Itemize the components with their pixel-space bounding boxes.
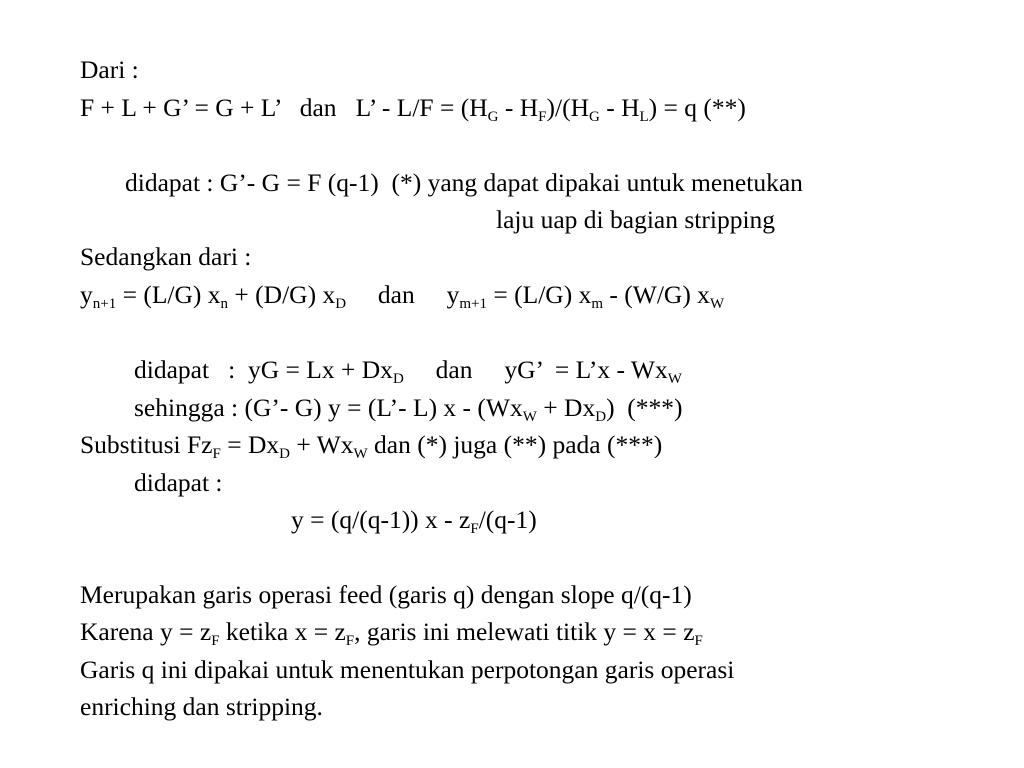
text: F + L + G’ = G + L’ dan L’ - L/F = (H [80, 93, 488, 122]
text: Substitusi Fz [80, 430, 213, 459]
text: = (L/G) x [116, 280, 221, 309]
text: ) (***) [606, 393, 683, 422]
text: /(q-1) [478, 505, 537, 534]
text: = (L/G) x [487, 280, 592, 309]
text: = Dx [220, 430, 280, 459]
subscript: F [538, 109, 547, 125]
subscript: F [694, 633, 703, 649]
subscript: n+1 [92, 296, 117, 312]
text: ) = q (**) [648, 93, 746, 122]
sehingga-equation [134, 393, 683, 423]
text: y [80, 280, 93, 309]
karena-line [80, 617, 703, 647]
text: y = (q/(q-1)) x - z [291, 505, 471, 534]
text: + Dx [536, 393, 596, 422]
didapat-label: didapat : [134, 468, 223, 497]
text: - H [498, 93, 539, 122]
subscript: D [279, 446, 290, 462]
subscript: G [487, 109, 499, 125]
subscript: D [335, 296, 347, 312]
text: sehingga : (G’- G) y = (L’- L) x - (Wx [134, 393, 523, 422]
subscript: m+1 [459, 296, 488, 312]
operating-line-equations [80, 280, 724, 310]
subscript: F [470, 521, 479, 537]
text: dan (*) juga (**) pada (***) [367, 430, 663, 459]
subscript: D [595, 409, 607, 425]
subscript: W [709, 296, 725, 312]
text: dan yG’ = L’x - Wx [403, 355, 668, 384]
subscript: W [667, 371, 682, 387]
sedangkan-heading: Sedangkan dari : [80, 242, 252, 271]
subscript: n [220, 296, 229, 312]
subscript: L [639, 109, 649, 125]
subscript: m [591, 296, 604, 312]
text: dan y [346, 280, 460, 309]
text: + (D/G) x [228, 280, 336, 309]
subscript: W [522, 409, 537, 425]
text: , garis ini melewati titik y = x = z [354, 617, 695, 646]
subscript: F [212, 446, 221, 462]
subscript: G [588, 109, 600, 125]
intro-dari: Dari : [80, 55, 139, 84]
subscript: D [392, 371, 404, 387]
text: ketika x = z [219, 617, 346, 646]
enriching-line: enriching dan stripping. [80, 692, 323, 721]
subscript: F [211, 633, 220, 649]
text: )/(H [546, 93, 589, 122]
text: - (W/G) x [603, 280, 710, 309]
q-line-equation [291, 505, 537, 535]
garis-q-line: Garis q ini dipakai untuk menentukan perpotongan garis operasi [80, 655, 735, 684]
merupakan-line: Merupakan garis operasi feed (garis q) dengan slope q/(q-1) [80, 580, 692, 609]
subscript: W [353, 446, 368, 462]
subscript: F [345, 633, 355, 649]
vapor-result-continuation: laju uap di bagian stripping [496, 205, 776, 234]
substitusi-line [80, 430, 662, 460]
text: didapat : yG = Lx + Dx [134, 355, 393, 384]
vapor-result-line: didapat : G’- G = F (q-1) (*) yang dapat dipakai untuk menetukan [125, 168, 803, 197]
balance-equation [80, 93, 746, 123]
text: + Wx [289, 430, 354, 459]
didapat-equations [134, 355, 682, 385]
text: - H [599, 93, 640, 122]
text: Karena y = z [80, 617, 212, 646]
